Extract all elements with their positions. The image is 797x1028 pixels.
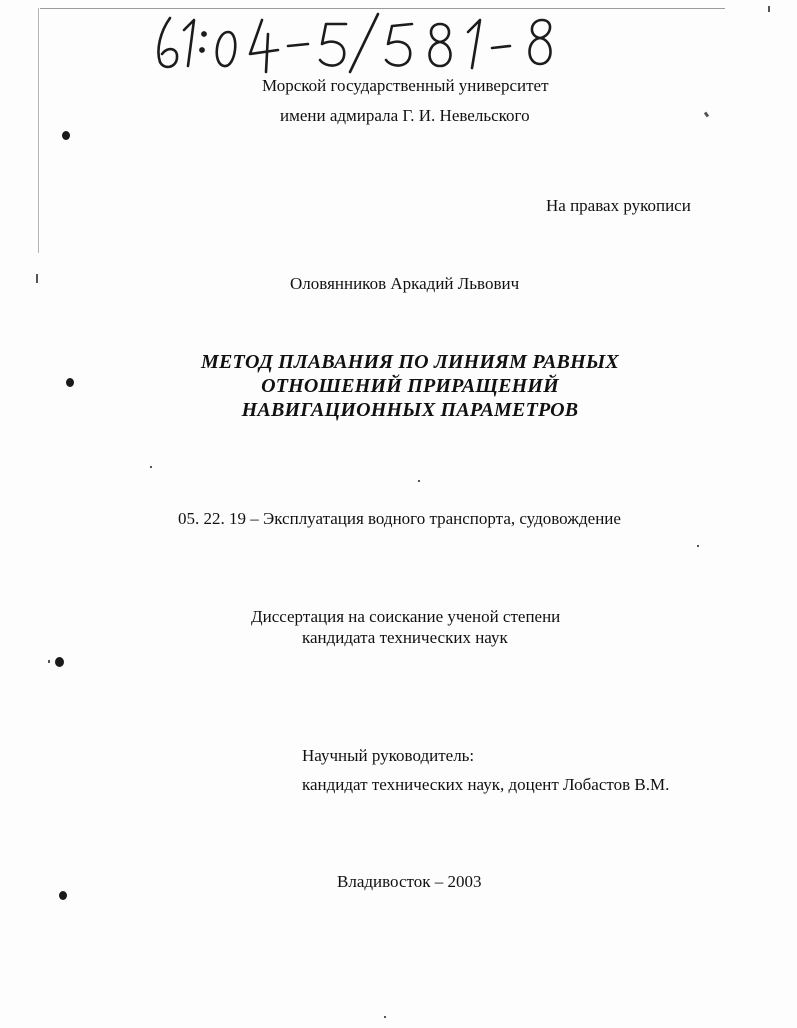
title-line-2: ОТНОШЕНИЙ ПРИРАЩЕНИЙ xyxy=(261,375,559,397)
top-scan-border xyxy=(40,8,725,9)
left-scan-border xyxy=(38,8,39,253)
dissertation-degree-line1: Диссертация на соискание ученой степени xyxy=(251,607,561,626)
binding-hole-mark xyxy=(55,657,64,667)
binding-hole-mark xyxy=(59,891,67,900)
scan-speck xyxy=(150,466,152,468)
scan-speck xyxy=(48,660,50,663)
scan-speck xyxy=(704,112,709,118)
supervisor-name: кандидат технических наук, доцент Лобастов В.М. xyxy=(302,775,670,794)
dissertation-degree-line2: кандидата технических наук xyxy=(302,628,508,647)
university-name-line1: Морской государственный университет xyxy=(262,76,549,95)
scan-speck xyxy=(418,480,420,482)
scan-speck xyxy=(768,6,770,12)
handwritten-archive-code xyxy=(150,10,570,74)
title-line-1: МЕТОД ПЛАВАНИЯ ПО ЛИНИЯМ РАВНЫХ xyxy=(201,351,619,373)
author-name: Оловянников Аркадий Львович xyxy=(290,274,520,293)
supervisor-label: Научный руководитель: xyxy=(302,746,475,765)
university-name-line2: имени адмирала Г. И. Невельского xyxy=(280,106,530,125)
specialty-code: 05. 22. 19 – Эксплуатация водного транспорта, судовождение xyxy=(178,509,621,528)
scan-speck xyxy=(697,545,699,547)
title-line-3: НАВИГАЦИОННЫХ ПАРАМЕТРОВ xyxy=(241,399,579,421)
scan-speck xyxy=(384,1016,386,1018)
city-year: Владивосток – 2003 xyxy=(337,872,482,891)
scan-speck xyxy=(36,274,38,283)
rights-note: На правах рукописи xyxy=(546,196,691,215)
binding-hole-mark xyxy=(66,378,74,387)
binding-hole-mark xyxy=(62,131,70,140)
